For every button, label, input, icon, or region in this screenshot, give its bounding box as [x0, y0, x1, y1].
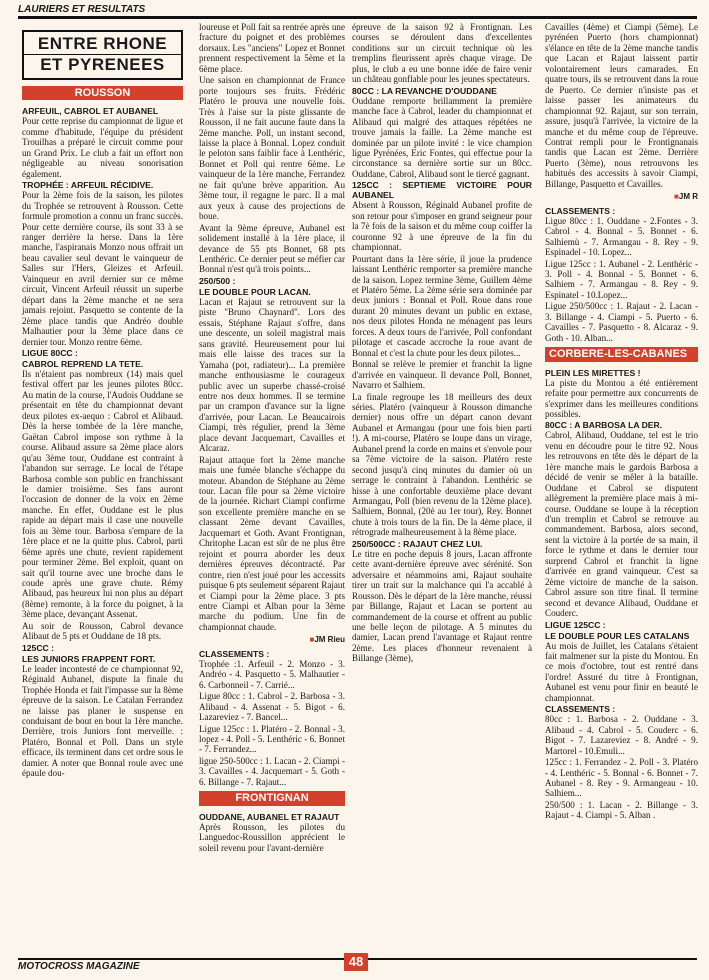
paragraph: Lacan et Rajaut se retrouvent sur la piste "Bruno Chaynard". Lors des essais, Stéphane Rajaut s'offre, dans une descente, un soleil magistral mais sans gravité. Heureusement pour lui mais elle laisse des traces sur la Yamaha (pot, radiateur)... La première manche enthousiasme le courageux public avec un superbe chassé-croisé entre nos deux hommes. Il se termine par un crampon d'avance sur la ligne d'arrivée, pour Lacan. Le Beaucairois Ciampi, très régulier, prend la 3ème place devant Jacquemart, Cavailles et Alcaraz.	[199, 296, 345, 454]
result-line: Ligue 80cc : 1. Ouddane - 2.Fontes - 3. Cabrol - 4. Bonnal - 5. Bonnet - 6. Salhiemù - 7. Armangau - 8. Rey - 9. Espinadel - 10. Lopez...	[545, 215, 698, 258]
subheading: OUDDANE, AUBANEL ET RAJAUT	[199, 811, 340, 822]
column-3	[352, 22, 532, 665]
column-1	[22, 22, 183, 780]
subheading: LE DOUBLE POUR LES CATALANS	[545, 630, 690, 641]
page-number: 48	[344, 953, 368, 971]
paragraph: épreuve de la saison 92 à Frontignan. Les courses se déroulent dans d'excellentes conditions sur un circuit technique où les tremplins fleurissent après chaque virage. De plus, le club a eu une bonne idée de faire venir un château gonflable pour les jeunes spectateurs.	[352, 22, 532, 85]
subheading: 80CC : A BARBOSA LA DER.	[545, 420, 663, 431]
paragraph: Avant la 9ème épreuve, Aubanel est solidement installé à la 1ère place, il devance de 55 pts Bonnet, 68 pts Lenthéric. Ce dernier peut se méfier car Bonnal n'est qu'à trois points...	[199, 222, 345, 275]
article-title	[22, 30, 183, 80]
title-line-2: ET PYRENEES	[40, 55, 165, 74]
paragraph: Absent à Rousson, Réginald Aubanel profite de son retour pour s'imposer en grand seigneur pour la 7è fois de la saison et du même coup coiffer la couronne 92 à une épreuve de la fin du championnat.	[352, 200, 532, 253]
result-line: Ligue 250/500cc : 1. Rajaut - 2. Lacan - 3. Billange - 4. Ciampi - 5. Puerto - 6. Cavailles - 7. Pasquetto - 8. Alcaraz - 9. Goth - 10. Alban...	[545, 301, 698, 343]
subheading: ARFEUIL, CABROL ET AUBANEL	[22, 106, 159, 117]
subheading: 250/500CC : RAJAUT CHEZ LUI.	[352, 538, 483, 549]
subheading: LES JUNIORS FRAPPENT FORT.	[22, 653, 156, 664]
subheading: LE DOUBLE POUR LACAN.	[199, 286, 311, 297]
subheading: LIGUE 80CC :	[22, 347, 78, 358]
paragraph: Le titre en poche depuis 8 jours, Lacan affronte cette avant-dernière épreuve avec sérénité. Son adversaire et néammoins ami, Rajaut souhaite tirer un trait sur la malchance qui l'a accablé à Rousson. Dès le départ de la 1ère manche, réussi par Billange, Rajaut et Lacan se portent au commandement de la course et offrent au public une belle leçon de pilotage. A 5 minutes du damier, Lacan prend l'avantage et Rajaut rentre 2ème. Les places d'honneur revenaient à Billange (3ème),	[352, 548, 532, 664]
paragraph: Cavailles (4ème) et Ciampi (5ème). Le pyrénéen Puerto (hors championnat) s'élance en tête de la 2ème manche tandis que Lacan et Rajaut laissent partir volontairement leurs camarades. En quatre tours, ils se retrouvent dans la roue de Puerto. Ce dernier n'insiste pas et laisse passer les animateurs du championnat 92. Rajaut, sur son terrain, assure, jusqu'à l'arrivée, la victoire de la manche et du même coup de l'épreuve. Contrat rempli pour le Frontignanais tandis que Lacan est 2ème. Derrière Puerto (3ème), nous retrouvons les habitués des accessits à savoir Ciampi, Billange, Pasquetto et Cavailles.	[545, 22, 698, 189]
paragraph: loureuse et Poll fait sa rentrée après une fracture du poignet et des problèmes dorsaux. Les "anciens" Lopez et Bonnet prennent respectivement la 5ème et la 6ème place.	[199, 22, 345, 74]
subheading: 125CC : SEPTIEME VICTOIRE POUR AUBANEL	[352, 180, 532, 201]
subheading: 125CC :	[22, 642, 54, 653]
results-heading: CLASSEMENTS :	[199, 648, 270, 659]
result-line: Trophée :1. Arfeuil - 2. Monzo - 3. Andréo - 4. Pasquetto - 5. Malhautier - 6. Carbonneil - 7. Carrié...	[199, 658, 345, 690]
result-line: 250/500 : 1. Lacan - 2. Billange - 3. Rajaut - 4. Ciampi - 5. Alban .	[545, 799, 698, 821]
subheading: PLEIN LES MIRETTES !	[545, 367, 641, 378]
column-2	[199, 22, 345, 854]
paragraph: La piste du Montou a été entièrement refaite pour permettre aux concurrents de s'exprimer dans les meilleures conditions possibles.	[545, 377, 698, 419]
section-band-frontignan: FRONTIGNAN	[199, 791, 345, 805]
result-line: Ligue 125cc : 1. Platéro - 2. Bonnal - 3. lopez - 4. Poll - 5. Lenthéric - 6. Bonnet - 7. Ferrandez...	[199, 723, 345, 755]
paragraph: Le leader incontesté de ce championnat 92, Réginald Aubanel, dispute la finale du Trophée Honda et fait l'impasse sur la 8ème épreuve de la saison. Le Catalan Ferrandez ne laisse pas planer le suspense en conduisant de bout en bout la 1ère manche. Derrière, trois Juniors font merveille. : Platéro, Bonnal et Poll. Dans un style efficace, ils terminent dans cet ordre sous le damier. A noter que Bonnal roule avec une épaule dou-	[22, 663, 183, 779]
magazine-footer: MOTOCROSS MAGAZINE	[18, 961, 140, 972]
section-band-corbere: CORBERE-LES-CABANES	[545, 347, 698, 361]
subheading: LIGUE 125CC :	[545, 619, 606, 630]
author-signature: ■ JM R	[545, 192, 698, 202]
section-band-rousson: ROUSSON	[22, 86, 183, 100]
section-header: LAURIERS ET RESULTATS	[18, 4, 146, 15]
paragraph: Pourtant dans la 1ère série, il joue la prudence laissant Lenthéric remporter sa première manche de la saison. Lopez termine 3ème, Guillem 4ème et Platéro 5ème. La 2ème série sera dominée par deux juniors : Bonnal et Poll. Roue dans roue durant 20 minutes devant un public en extase, nos deux pilotes Honda ne ménagent pas leurs forces. A deux tours de l'arrivée, Poll confondant pilotage et cascade accroche la roue avant de Bonnal et c'est la chute pour les deux pilotes...	[352, 253, 532, 358]
paragraph: Au soir de Rousson, Cabrol devance Alibaut de 5 pts et Ouddane de 18 pts.	[22, 620, 183, 642]
paragraph: Cabrol, Alibaud, Ouddane, tel est le trio venu en découdre pour le titre 92. Nous les retrouvons en tête dès le départ de la 1ère manche mais le gardois Barbosa a décidé de venir se mêler à la bataille. Ouddane et Cabrol se disputent allègrement la première place mais à mi-course. Ouddane se loupe à la réception d'un tremplin et Cabrol se retrouve au commandement. Barbosa, alors second, sent la victoire à la portée de sa main, il force le rythme et dans le dernier tour surprend Cabrol et franchit la ligne d'arrivée en grand vainqueur. C'est sa 2ème victoire de manche de la saison. Cabrol assure son titre final. Il termine second et devance Alibaud, Ouddane et Couderc.	[545, 430, 698, 619]
results-heading: CLASSEMENTS :	[545, 704, 616, 715]
subheading: 250/500 :	[199, 275, 236, 286]
paragraph: Rajaut attaque fort la 2ème manche mais une fumée blanche s'échappe du moteur. Abandon de Stéphane au 2ème tour. Lacan file pour sa 2ème victoire de la journée. Richart Ciampi confirme son excellente première manche en se classant 2ème devant Cavailles, Jacquemart et Goth. Avant Frontignan, Chritophe Lacan est sûr de ne plus être rejoint et pourra aborder les deux dernières épreuves décontracté. Par contre, rien n'est joué pour les accessits puisque 6 pts seulement séparent Rajaut et Ciampi pour la 2ème place. 3 pts entre Ciampi et Alban pour la 3ème marche du podium. Une fin de championnat chaude.	[199, 454, 345, 632]
subheading: 80CC : LA REVANCHE D'OUDDANE	[352, 85, 497, 96]
result-line: Ligue 125cc : 1. Aubanel - 2. Lenthéric - 3. Poll - 4. Bonnal - 5. Bonnet - 6. Salhiem - 7. Armangau - 8. Rey - 9. Espinatel - 10.Lopez...	[545, 258, 698, 300]
paragraph: Bonnal se relève le premier et franchit la ligne d'arrivée en vainqueur. Il devance Poll, Bonnet, Navarro et Salhiem.	[352, 359, 532, 391]
paragraph: Pour la 2ème fois de la saison, les pilotes du Trophée se retrouvent à Rousson. Cette formule promotion a connu un franc succès. Pour cette dernière course, ils sont 33 à se ranger derrière la herse. Dans la 1ère manche, l'aspiranais Monzo nous offrait un beau cavalier seul devant le vainqueur de Salles sur l'Hers, Gleizes et Arfeuil. Vainqueur en avril dernier sur ce même circuit, Vincent Arfeuil réussit un superbe départ dans la 2ème manche et ne sera jamais rejoint. Pasquetto se contente de la 2ème place tandis que Andréo double Malhautier pour la 3ème place dans ce dernier tour. Monzo rentre 6ème.	[22, 190, 183, 347]
header-rule	[18, 16, 697, 19]
paragraph: Au mois de Juillet, les Catalans s'étaient fait malmener sur la piste du Montou. En ce mois d'octobre, tout est rentré dans l'ordre! Assuré du titre à Frontignan, Aubanel est venu pour finir en beauté le championnat.	[545, 640, 698, 703]
result-line: ligue 250-500cc : 1. Lacan - 2. Ciampi - 3. Cavailles - 4. Jacquemart - 5. Goth - 6. Billange - 7. Rajaut...	[199, 755, 345, 787]
paragraph: Pour cette reprise du campionnat de ligue et comme d'habitude, l'équipe du président Trouilhas a préparé le circuit comme pour un Grand Prix. Le club a fait un effort non négligeable au niveau sonorisation également.	[22, 116, 183, 179]
paragraph: Ouddane remporte brillamment la première manche face à Cabrol, leader du championnat et Alibaud qui malgré des attaques répétées ne trouve jamais la faille. La 2ème manche est dominée par un pilote invité : le vice champion ligue Pyrénées, Eric Fontes, qui effectue pour la circonstance sa dernière sortie sur un 80cc. Ouddane, Cabrol, Alibaud sont le tiercé gagnant.	[352, 95, 532, 179]
results-heading: CLASSEMENTS :	[545, 205, 616, 216]
subheading: TROPHÉE : ARFEUIL RÉCIDIVE.	[22, 180, 154, 191]
result-line: Ligue 80cc : 1. Cabrol - 2. Barbosa - 3. Alibaud - 4. Assenat - 5. Bigot - 6. Lazareviez - 7. Bancel...	[199, 691, 345, 723]
paragraph: Après Rousson, les pilotes du Languedoc-Roussillon apprécient le soleil revenu pour l'avant-dernière	[199, 821, 345, 853]
result-line: 125cc : 1. Ferrandez - 2. Poll - 3. Platéro - 4. Lenthéric - 5. Bonnal - 6. Bonnet - 7. Aubanel - 8. Rey - 9. Armangeau - 10. Salhiem...	[545, 757, 698, 799]
column-4	[545, 22, 698, 822]
paragraph: Une saison en championnat de France porte toujours ses fruits. Frédéric Platéro le prouva une nouvelle fois. Très à l'aise sur la piste glissante de Rousson, il ne fait aucune faute dans la 2ème manche. Poll, un instant second, laisse la place à Bonnal. Lopez conduit le peloton sans faiblir face à Lenthéric, Bonnet et Poll qui rentre 6ème. Le vainqueur de la 1ère manche, Ferrandez ne fait qu'une brève apparition. Au 3ème tour, il regagne le parc. Il a mal aux yeux à cause des projections de boue.	[199, 75, 345, 222]
result-line: 80cc : 1. Barbosa - 2. Ouddane - 3. Alibaud - 4. Cabrol - 5. Couderc - 6. Bigot - 7. Lazareviez - 8. André - 9. Martorel - 10.Emuli...	[545, 714, 698, 756]
author-signature: ■ JM Rieu	[199, 635, 345, 645]
paragraph: Ils n'étaient pas nombreux (14) mais quel festival offert par les jeunes pilotes 80cc. Au matin de la course, l'Audois Ouddane se présentait en tête du championnat devant deux pilotes ex-aequo : Cabrol et Alibaud. Dès la herse tombée de la 1ère manche, Gaëtan Cabrol impose son rythme à la course. Alibaud assure sa 2ème place alors qu'au 3ème tour, Ouddane est contraint à l'abandon sur serrage. Le local de l'étape Barbosa comble son public en franchissant le damier troisième. Ses fans auront l'occasion de donner de la voix en 2ème manche. En effet, Ouddane est le plus rapide au départ mais il case une nouvelle fois au 3ème tour. Barbosa s'empare de la 1ère place et ne la quitte plus. Cabrol, parti 6ème après une chute, revient rapidement pour terminer 2ème. Bel exploit, quant on sait qu'il tourne avec une broche dans le coude après une grave chute. Rémy Alibaud, pas heureux lui non plus au départ (8ème) remonte, à la force du poignet, à la 3ème place, devançant Assenat.	[22, 368, 183, 620]
paragraph: La finale regroupe les 18 meilleurs des deux séries. Platéro (vainqueur à Rousson dimanche dernier) nous offre un départ canon devant Aubanel et Armangau (pour une fois bien parti !). A mi-course, Platéro se loupe dans un virage, Aubanel prend la corde en mains et s'envole pour sa 7ème victoire de la saison. Platéro reste second jusqu'à cinq minutes du damier où un serrage le contraint à l'abandon. Lenthéric se hisse à une confortable deuxième place devant Armangau, Poll (bien revenu de la 12ème place). Salhiem, Bonnal, (20è au 1er tour), Rey. Bonnet chute à trois tours de la fin. De la 4ème place, il rétrograde malheureusement à la 8ème place.	[352, 391, 532, 538]
title-line-1: ENTRE RHONE	[24, 34, 181, 55]
subheading: CABROL REPREND LA TETE.	[22, 358, 144, 369]
